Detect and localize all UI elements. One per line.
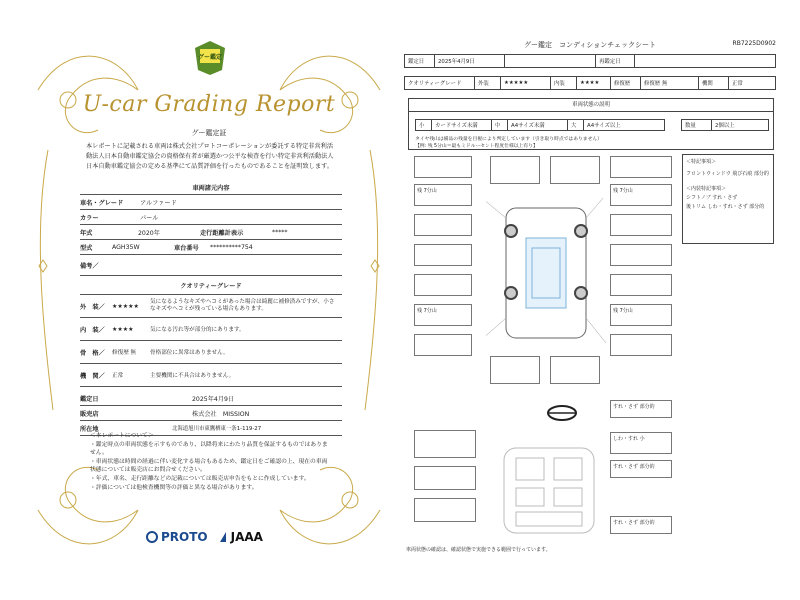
size-legend: 小 カードサイズ未満 中 A4サイズ未満 大 A4サイズ以上 xyxy=(415,119,665,131)
condition-section: 車両状態の説明 小 カードサイズ未満 中 A4サイズ未満 大 A4サイズ以上 数量 2個以上 タイヤ残山は備品の残量を目視により判定しています（引き取り時点ではありません） 【例: 残 5分山＝最もミドルーセント程度仕様以上有り】 xyxy=(408,98,774,150)
spec-row: 型式 AGH35W 車台番号 **********754 xyxy=(80,240,342,255)
special-notes: ＜特記事項＞ フロントウィンドウ 飛び石痕 部分的 ＜内装特記事項＞ シフトノブ すれ・さず 後トリム しわ・すれ・さず 部分的 xyxy=(682,154,774,244)
count-legend: 数量 2個以上 xyxy=(681,119,769,131)
sheet-code: RB7225D0902 xyxy=(732,40,776,47)
address-row: 所在地 北海道旭川市東鷹栖東一条1-119-27 xyxy=(80,421,342,436)
quality-row: 機 関／ 正常 主要機関に不具合はありません。 xyxy=(80,364,342,387)
certificate-intro: 本レポートに記載される車両は株式会社プロトコーポレーションが委託する特定非営利活動法人日本自動車鑑定協会の資格保有者が厳選かつ公平な検査を行い特定非営利活動法人日本自動車鑑定協会の定める基準にて品質評価を行ったものであることを証明致します。 xyxy=(86,143,334,170)
quality-row: 内 装／ ★★★★ 気になる汚れ等が部分的にあります。 xyxy=(80,318,342,341)
condition-check-sheet: グー鑑定 コンディションチェックシート RB7225D0902 鑑定日 2025年4月9日 再鑑定日 クオリティーグレード 外装 ★★★★★ 内装 ★★★★ 修復歴 修復歴 無 機関 正常 車両状態の説明 小 カードサイズ未満 中 A4サイズ未満 大 A4サイズ以上 数量 2個以上 タイヤ残山は備品の残量を目視により判定しています（引き取り時点ではありません） 【例: 残 5分山＝最もミドルーセント程度仕様以上有り】 ＜特記事項＞ フロントウィンドウ 飛び石痕 部分的 ＜内装特記事項＞ シフトノブ すれ・さず 後トリム しわ・すれ・さず 部分的 残 7分山 残 7分山 残 7分山 残 7分山 すれ・さず 部分的 しわ・すれ 小 すれ・さず 部分的 すれ・さず 部分的 車両状態の確認は、確認状態で実施できる範囲で行っています。 xyxy=(406,40,776,553)
certificate-title: U-car Grading Report xyxy=(82,92,336,117)
proto-logo-icon: PROTO xyxy=(146,530,208,544)
car-top-view-diagram xyxy=(486,198,606,348)
spec-header: 車両諸元内容 xyxy=(80,180,342,195)
goo-badge-icon: グー鑑定 xyxy=(193,40,227,76)
quality-header: クオリティーグレード xyxy=(80,276,342,295)
quality-row: 外 装／ ★★★★★ 気になるようなキズやヘコミがあった場合は綺麗に補修済みですが、小さなキズやヘコミが残っている場合もあります。 xyxy=(80,295,342,318)
sheet-footer: 車両状態の確認は、確認状態で実施できる範囲で行っています。 xyxy=(406,547,551,553)
spec-row: 備考／ xyxy=(80,255,342,276)
shop-row: 販売店 株式会社 MISSION xyxy=(80,406,342,421)
car-interior-diagram xyxy=(494,438,604,538)
spec-row: カラー パール xyxy=(80,210,342,225)
spec-table xyxy=(80,180,342,436)
certificate-subtitle: グー鑑定証 xyxy=(191,129,227,137)
grading-certificate xyxy=(28,30,390,570)
spec-row: 年式 2020年 走行距離計表示 ***** xyxy=(80,225,342,240)
certificate-notes: ＜本レポートについて＞ ・鑑定時点の車両状態を示すものであり、以降将来にわたり品質を保証するものではありません。 ・車両状態は時間の経過に伴い変化する場合もあるため、鑑定日をご確認の上、現在の車両状態については販売店にお問合せください。 ・年式、車名、走行距離などの記載については販売店申告をもとに作成しています。 ・評価については他検査機関等の評価と異なる場合があります。 xyxy=(90,433,328,491)
grade-row: クオリティーグレード 外装 ★★★★★ 内装 ★★★★ 修復歴 修復歴 無 機関 正常 xyxy=(404,76,776,90)
spec-row: 車名・グレード アルファード xyxy=(80,195,342,210)
steering-wheel-icon xyxy=(546,404,578,422)
jaaa-logo-icon: JAAA xyxy=(218,530,263,544)
date-row: 鑑定日 2025年4月9日 xyxy=(80,391,342,406)
logos xyxy=(146,530,263,544)
quality-row: 骨 格／ 修復歴 無 骨格部位に異常はありません。 xyxy=(80,341,342,364)
date-row: 鑑定日 2025年4月9日 再鑑定日 xyxy=(404,54,776,68)
sheet-title: グー鑑定 コンディションチェックシート xyxy=(523,41,657,49)
